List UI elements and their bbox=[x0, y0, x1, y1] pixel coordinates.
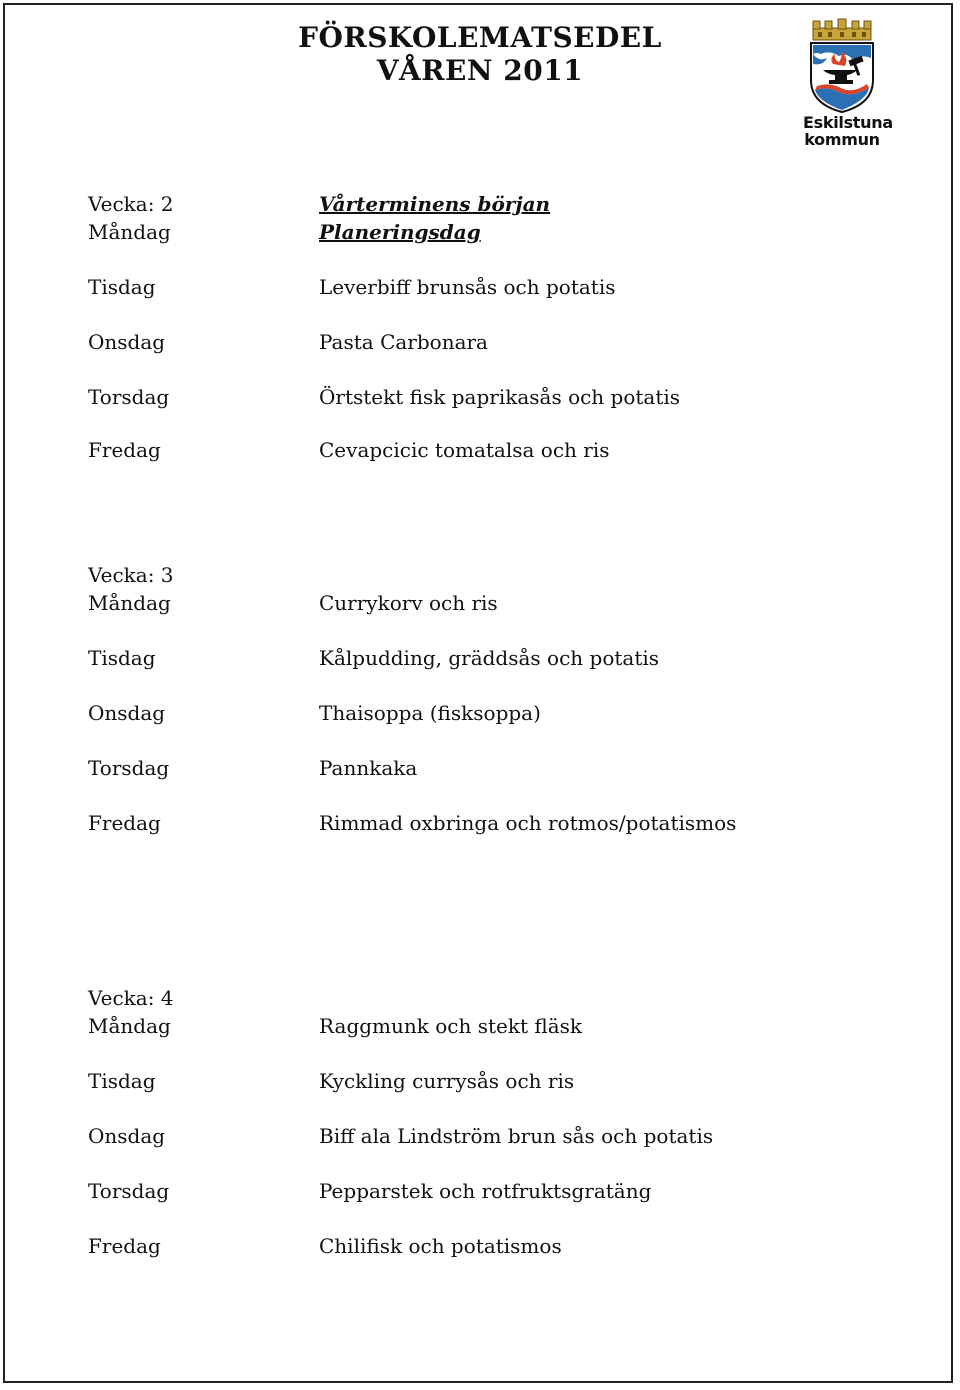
logo-text-eskilstuna: Eskilstuna bbox=[803, 113, 893, 132]
day-label: Fredag bbox=[88, 438, 161, 462]
logo-text-kommun: kommun bbox=[804, 130, 880, 149]
municipality-logo bbox=[803, 18, 893, 149]
menu-row bbox=[0, 589, 960, 617]
dish-label: Rimmad oxbringa och rotmos/potatismos bbox=[319, 811, 737, 835]
dish-label: Chilifisk och potatismos bbox=[319, 1234, 562, 1258]
week-header bbox=[0, 561, 960, 589]
document-subtitle: VÅREN 2011 bbox=[376, 54, 584, 87]
day-label: Tisdag bbox=[88, 646, 156, 670]
day-label: Torsdag bbox=[88, 756, 170, 780]
coat-of-arms-icon bbox=[803, 18, 881, 114]
menu-row bbox=[0, 1122, 960, 1150]
menu-row bbox=[0, 754, 960, 782]
document-title: FÖRSKOLEMATSEDEL bbox=[298, 21, 662, 54]
menu-row bbox=[0, 1067, 960, 1095]
dish-label: Vårterminens början bbox=[319, 192, 551, 216]
menu-row bbox=[0, 1012, 960, 1040]
day-label: Tisdag bbox=[88, 1069, 156, 1093]
dish-label: Kyckling currysås och ris bbox=[319, 1069, 575, 1093]
day-label: Fredag bbox=[88, 1234, 161, 1258]
day-label: Tisdag bbox=[88, 275, 156, 299]
dish-label: Thaisoppa (fisksoppa) bbox=[319, 701, 541, 725]
menu-row bbox=[0, 328, 960, 356]
menu-row bbox=[0, 436, 960, 464]
week-label: Vecka: 2 bbox=[88, 192, 174, 216]
menu-row bbox=[0, 809, 960, 837]
menu-row bbox=[0, 218, 960, 246]
week-header bbox=[0, 984, 960, 1012]
dish-label: Leverbiff brunsås och potatis bbox=[319, 275, 616, 299]
dish-label: Cevapcicic tomatalsa och ris bbox=[319, 438, 610, 462]
day-label: Torsdag bbox=[88, 1179, 170, 1203]
day-label: Onsdag bbox=[88, 701, 166, 725]
day-label: Onsdag bbox=[88, 330, 166, 354]
day-label: Fredag bbox=[88, 811, 161, 835]
menu-row bbox=[0, 644, 960, 672]
dish-label: Biff ala Lindström brun sås och potatis bbox=[319, 1124, 714, 1148]
week-label: Vecka: 3 bbox=[88, 563, 174, 587]
day-label: Måndag bbox=[88, 591, 171, 615]
dish-label: Currykorv och ris bbox=[319, 591, 498, 615]
dish-label: Örtstekt fisk paprikasås och potatis bbox=[319, 385, 681, 409]
day-label: Torsdag bbox=[88, 385, 170, 409]
menu-row bbox=[0, 1232, 960, 1260]
dish-label: Planeringsdag bbox=[319, 220, 481, 244]
day-label: Måndag bbox=[88, 1014, 171, 1038]
menu-row bbox=[0, 699, 960, 727]
day-label: Måndag bbox=[88, 220, 171, 244]
menu-row bbox=[0, 273, 960, 301]
day-label: Onsdag bbox=[88, 1124, 166, 1148]
dish-label: Pannkaka bbox=[319, 756, 418, 780]
menu-row bbox=[0, 1177, 960, 1205]
menu-row bbox=[0, 383, 960, 411]
dish-label: Pasta Carbonara bbox=[319, 330, 488, 354]
dish-label: Raggmunk och stekt fläsk bbox=[319, 1014, 583, 1038]
week-header bbox=[0, 190, 960, 218]
dish-label: Pepparstek och rotfruktsgratäng bbox=[319, 1179, 652, 1203]
dish-label: Kålpudding, gräddsås och potatis bbox=[319, 646, 660, 670]
week-label: Vecka: 4 bbox=[88, 986, 174, 1010]
